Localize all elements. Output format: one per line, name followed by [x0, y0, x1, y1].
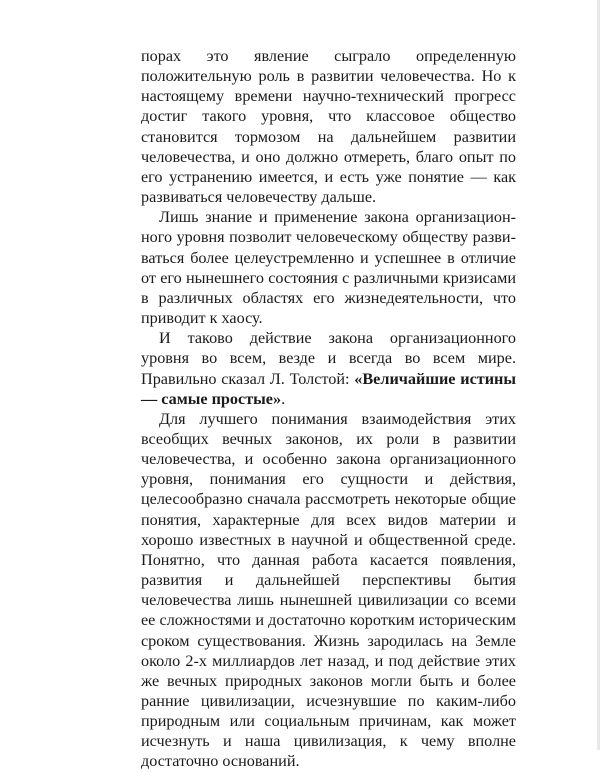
paragraph-2: Лишь знание и применение закона организационного уровня позволит человеческому обществу развиваться более целеустремленно и успешнее в отличие от его нынешнего состояния с различными кризисами в различных областях его жизнедеятельности, что приводит к хаосу.	[141, 208, 516, 328]
document-page	[141, 46, 516, 772]
paragraph-3-end: .	[281, 389, 286, 408]
paragraph-3-text: И таково действие закона организационного уровня во всем, везде и всегда во всем мире. Правильно сказал Л. Толстой:	[141, 329, 516, 388]
paragraph-3	[141, 328, 516, 409]
paragraph-4: Для лучшего понимания взаимодействия этих всеобщих вечных законов, их роли в развитии человечества, и особенно закона организационного уровня, понимания его сущности и действия, целесообразно сначала рассмотреть некоторые общие понятия, характерные для всех видов материи и хорошо известных в научной и общественной среде. Понятно, что данная работа касается появления, развития и дальнейшей перспективы бытия человечества лишь нынешней цивилизации со всеми ее сложностями и достаточно коротким историческим сроком существования. Жизнь зародилась на Земле около 2-х миллиардов лет назад, и под действие этих же вечных природных законов могли быть и более ранние цивилизации, исчезнувшие по каким-либо природным или социальным причинам, как может исчезнуть и наша цивилизация, к чему вполне достаточно оснований.	[141, 409, 516, 771]
tolstoy-quote: «Величайшие истины — самые простые»	[141, 369, 517, 408]
paragraph-1: порах это явление сыграло определенную положительную роль в развитии человечества. Но к настоящему времени научно-технический прогресс достиг такого уровня, что классовое общество становится тормозом на дальнейшем развитии человечества, и оно должно отмереть, благо опыт по его устранению имеется, и есть уже понятие — как развиваться человечеству дальше.	[141, 47, 516, 207]
